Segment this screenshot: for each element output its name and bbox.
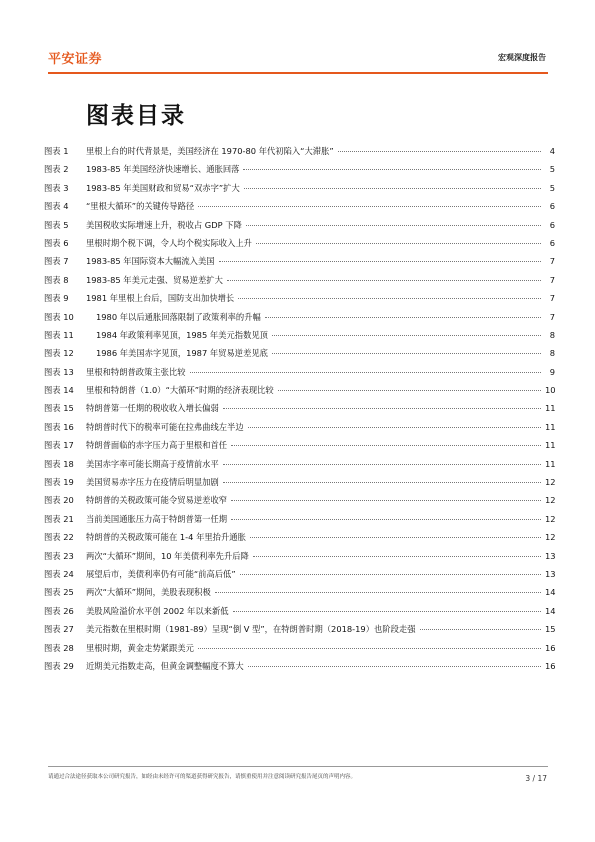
toc-row[interactable] bbox=[44, 455, 555, 473]
toc-page: 6 bbox=[549, 219, 555, 230]
dot-leader bbox=[190, 372, 541, 373]
toc-label: 图表 25 bbox=[44, 587, 74, 598]
toc-title: 里根时期个税下调，令人均个税实际收入上升 bbox=[86, 237, 252, 248]
toc-title: 1980 年以后通胀回落限制了政策利率的升幅 bbox=[96, 311, 261, 322]
toc-row[interactable] bbox=[44, 216, 555, 234]
dot-leader bbox=[231, 445, 541, 446]
toc-row[interactable] bbox=[44, 399, 555, 417]
dot-leader bbox=[272, 335, 541, 336]
dot-leader bbox=[420, 629, 542, 630]
toc-label: 图表 18 bbox=[44, 458, 74, 469]
toc-page: 11 bbox=[545, 440, 556, 451]
dot-leader bbox=[244, 188, 541, 189]
toc-label: 图表 7 bbox=[44, 256, 69, 267]
toc-label: 图表 6 bbox=[44, 237, 69, 248]
toc-label: 图表 14 bbox=[44, 385, 74, 396]
dot-leader bbox=[248, 666, 541, 667]
page-title: 图表目录 bbox=[86, 103, 186, 129]
toc-title: 特朗普第一任期的税收收入增长偏弱 bbox=[86, 403, 219, 414]
toc-entry bbox=[86, 436, 543, 454]
toc-row[interactable] bbox=[44, 491, 555, 509]
figure-list bbox=[44, 142, 555, 675]
toc-entry bbox=[86, 142, 543, 160]
toc-title: 特朗普时代下的税率可能在拉弗曲线左半边 bbox=[86, 421, 244, 432]
toc-label: 图表 3 bbox=[44, 182, 69, 193]
toc-page: 13 bbox=[545, 550, 556, 561]
toc-label: 图表 2 bbox=[44, 164, 69, 175]
toc-label: 图表 29 bbox=[44, 660, 74, 671]
toc-label: 图表 16 bbox=[44, 421, 74, 432]
toc-row[interactable] bbox=[44, 289, 555, 307]
toc-page: 8 bbox=[549, 348, 555, 359]
toc-label: 图表 11 bbox=[44, 329, 74, 340]
toc-entry bbox=[86, 252, 543, 270]
toc-entry bbox=[86, 234, 543, 252]
header-divider bbox=[48, 72, 548, 74]
toc-entry bbox=[86, 528, 543, 546]
toc-row[interactable] bbox=[44, 565, 555, 583]
toc-title: 里根上台的时代背景是，美国经济在 1970-80 年代初陷入“大滞胀” bbox=[86, 146, 334, 156]
toc-label: 图表 26 bbox=[44, 605, 74, 616]
toc-label: 图表 22 bbox=[44, 532, 74, 543]
toc-title: 近期美元指数走高，但黄金调整幅度不算大 bbox=[86, 660, 244, 671]
toc-entry bbox=[96, 344, 543, 362]
toc-title: 1983-85 年美国财政和贸易“双赤字”扩大 bbox=[86, 182, 240, 193]
dot-leader bbox=[243, 169, 541, 170]
toc-page: 9 bbox=[549, 366, 555, 377]
toc-label: 图表 12 bbox=[44, 348, 74, 359]
toc-title: 特朗普的关税政策可能在 1-4 年里抬升通胀 bbox=[86, 532, 246, 543]
toc-entry bbox=[86, 418, 543, 436]
toc-row[interactable] bbox=[44, 142, 555, 160]
toc-title: 1981 年里根上台后，国防支出加快增长 bbox=[86, 293, 235, 304]
dot-leader bbox=[215, 592, 541, 593]
toc-entry bbox=[96, 326, 543, 344]
toc-title: 展望后市，美债利率仍有可能“前高后低” bbox=[86, 568, 236, 579]
toc-label: 图表 19 bbox=[44, 477, 74, 488]
dot-leader bbox=[231, 500, 541, 501]
dot-leader bbox=[248, 427, 541, 428]
toc-label: 图表 24 bbox=[44, 568, 74, 579]
toc-row[interactable] bbox=[44, 252, 555, 270]
dot-leader bbox=[231, 519, 541, 520]
toc-page: 7 bbox=[549, 256, 555, 267]
toc-row[interactable] bbox=[44, 197, 555, 215]
toc-row[interactable] bbox=[44, 547, 555, 565]
toc-label: 图表 13 bbox=[44, 366, 74, 377]
toc-label: 图表 15 bbox=[44, 403, 74, 414]
toc-page: 11 bbox=[545, 458, 556, 469]
toc-page: 5 bbox=[549, 182, 555, 193]
toc-page: 14 bbox=[545, 587, 556, 598]
toc-row[interactable] bbox=[44, 381, 555, 399]
dot-leader bbox=[223, 464, 541, 465]
toc-label: 图表 9 bbox=[44, 293, 69, 304]
dot-leader bbox=[265, 317, 541, 318]
toc-row[interactable] bbox=[44, 602, 555, 620]
toc-page: 6 bbox=[549, 201, 555, 212]
toc-title: 里根和特朗普政策主张比较 bbox=[86, 366, 186, 377]
toc-entry bbox=[86, 510, 543, 528]
toc-title: 特朗普面临的赤字压力高于里根和首任 bbox=[86, 440, 228, 451]
toc-row[interactable] bbox=[44, 583, 555, 601]
toc-entry bbox=[86, 399, 543, 417]
toc-label: 图表 5 bbox=[44, 219, 69, 230]
toc-label: 图表 10 bbox=[44, 311, 74, 322]
toc-entry bbox=[86, 381, 543, 399]
toc-row[interactable] bbox=[44, 657, 555, 675]
toc-row[interactable] bbox=[44, 179, 555, 197]
toc-label: 图表 28 bbox=[44, 642, 74, 653]
toc-row[interactable] bbox=[44, 528, 555, 546]
toc-title: 特朗普的关税政策可能令贸易逆差收窄 bbox=[86, 495, 228, 506]
toc-row[interactable] bbox=[44, 308, 555, 326]
toc-title: 1983-85 年国际资本大幅流入美国 bbox=[86, 256, 215, 267]
toc-label: 图表 23 bbox=[44, 550, 74, 561]
toc-row[interactable] bbox=[44, 234, 555, 252]
toc-entry bbox=[86, 179, 543, 197]
dot-leader bbox=[250, 537, 541, 538]
toc-row[interactable] bbox=[44, 620, 555, 638]
toc-row[interactable] bbox=[44, 639, 555, 657]
toc-page: 6 bbox=[549, 237, 555, 248]
toc-page: 5 bbox=[549, 164, 555, 175]
toc-title: “里根大循环”的关键传导路径 bbox=[86, 201, 195, 212]
toc-row[interactable] bbox=[44, 271, 555, 289]
company-logo: 平安证券 bbox=[48, 52, 103, 67]
dot-leader bbox=[253, 556, 541, 557]
toc-page: 13 bbox=[545, 568, 556, 579]
dot-leader bbox=[219, 261, 541, 262]
toc-entry bbox=[86, 455, 543, 473]
toc-row[interactable] bbox=[44, 160, 555, 178]
toc-title: 两次“大循环”期间，10 年美债利率先升后降 bbox=[86, 550, 249, 561]
dot-leader bbox=[240, 574, 541, 575]
footer-divider bbox=[48, 766, 548, 767]
toc-row[interactable] bbox=[44, 510, 555, 528]
toc-row[interactable] bbox=[44, 326, 555, 344]
dot-leader bbox=[233, 611, 541, 612]
toc-title: 美股风险溢价水平创 2002 年以来新低 bbox=[86, 605, 229, 616]
toc-entry bbox=[86, 602, 543, 620]
toc-title: 美国贸易赤字压力在疫情后明显加剧 bbox=[86, 477, 219, 488]
toc-title: 里根时期，黄金走势紧跟美元 bbox=[86, 642, 194, 653]
dot-leader bbox=[256, 243, 541, 244]
toc-title: 美国税收实际增速上升，税收占 GDP 下降 bbox=[86, 219, 242, 230]
toc-page: 11 bbox=[545, 403, 556, 414]
toc-page: 12 bbox=[545, 477, 556, 488]
toc-page: 12 bbox=[545, 513, 556, 524]
toc-page: 7 bbox=[549, 311, 555, 322]
dot-leader bbox=[227, 280, 541, 281]
toc-entry bbox=[86, 216, 543, 234]
toc-page: 7 bbox=[549, 293, 555, 304]
toc-label: 图表 20 bbox=[44, 495, 74, 506]
toc-title: 1983-85 年美元走强、贸易逆差扩大 bbox=[86, 274, 223, 285]
toc-title: 美元指数在里根时期（1981-89）呈现“倒 V 型”，在特朗普时期（2018-19）也阶段走强 bbox=[86, 624, 416, 635]
toc-title: 1986 年美国赤字见顶，1987 年贸易逆差见底 bbox=[96, 348, 268, 359]
footer-disclaimer: 请通过合法途径获取本公司研究报告，如经由未经许可的渠道获得研究报告，请慎重使用并注意阅读研究报告尾页的声明内容。 bbox=[48, 774, 357, 780]
toc-label: 图表 1 bbox=[44, 146, 69, 156]
toc-entry bbox=[86, 583, 543, 601]
toc-entry bbox=[86, 271, 543, 289]
toc-label: 图表 21 bbox=[44, 513, 74, 524]
toc-label: 图表 17 bbox=[44, 440, 74, 451]
toc-entry bbox=[86, 363, 543, 381]
toc-row[interactable] bbox=[44, 344, 555, 362]
toc-entry bbox=[86, 639, 543, 657]
dot-leader bbox=[246, 225, 541, 226]
toc-title: 美国赤字率可能长期高于疫情前水平 bbox=[86, 458, 219, 469]
toc-label: 图表 8 bbox=[44, 274, 69, 285]
toc-entry bbox=[86, 197, 543, 215]
toc-page: 10 bbox=[545, 385, 556, 396]
dot-leader bbox=[278, 390, 541, 391]
toc-page: 8 bbox=[549, 329, 555, 340]
toc-entry bbox=[86, 620, 543, 638]
dot-leader bbox=[223, 408, 541, 409]
dot-leader bbox=[238, 298, 541, 299]
dot-leader bbox=[198, 648, 541, 649]
toc-entry bbox=[86, 565, 543, 583]
toc-label: 图表 4 bbox=[44, 201, 69, 212]
toc-page: 11 bbox=[545, 421, 556, 432]
dot-leader bbox=[198, 206, 541, 207]
toc-page: 15 bbox=[545, 624, 556, 635]
toc-title: 当前美国通胀压力高于特朗普第一任期 bbox=[86, 513, 228, 524]
toc-title: 里根和特朗普（1.0）“大循环”时期的经济表现比较 bbox=[86, 385, 274, 396]
toc-page: 14 bbox=[545, 605, 556, 616]
toc-entry bbox=[86, 491, 543, 509]
toc-entry bbox=[86, 473, 543, 491]
toc-label: 图表 27 bbox=[44, 624, 74, 635]
dot-leader bbox=[223, 482, 541, 483]
toc-row[interactable] bbox=[44, 418, 555, 436]
toc-entry bbox=[96, 308, 543, 326]
toc-entry bbox=[86, 547, 543, 565]
toc-page: 12 bbox=[545, 532, 556, 543]
toc-row[interactable] bbox=[44, 363, 555, 381]
toc-page: 4 bbox=[549, 146, 555, 156]
report-type: 宏观深度报告 bbox=[498, 53, 546, 62]
toc-entry bbox=[86, 657, 543, 675]
toc-page: 12 bbox=[545, 495, 556, 506]
toc-entry bbox=[86, 160, 543, 178]
toc-row[interactable] bbox=[44, 436, 555, 454]
toc-title: 1984 年政策利率见顶，1985 年美元指数见顶 bbox=[96, 329, 268, 340]
dot-leader bbox=[272, 353, 541, 354]
toc-title: 两次“大循环”期间，美股表现积极 bbox=[86, 587, 211, 598]
toc-page: 7 bbox=[549, 274, 555, 285]
dot-leader bbox=[338, 151, 541, 152]
toc-entry bbox=[86, 289, 543, 307]
toc-row[interactable] bbox=[44, 473, 555, 491]
toc-title: 1983-85 年美国经济快速增长、通胀回落 bbox=[86, 164, 240, 175]
page-number: 3 / 17 bbox=[525, 774, 547, 783]
toc-page: 16 bbox=[545, 660, 556, 671]
page-header bbox=[48, 48, 548, 68]
toc-page: 16 bbox=[545, 642, 556, 653]
